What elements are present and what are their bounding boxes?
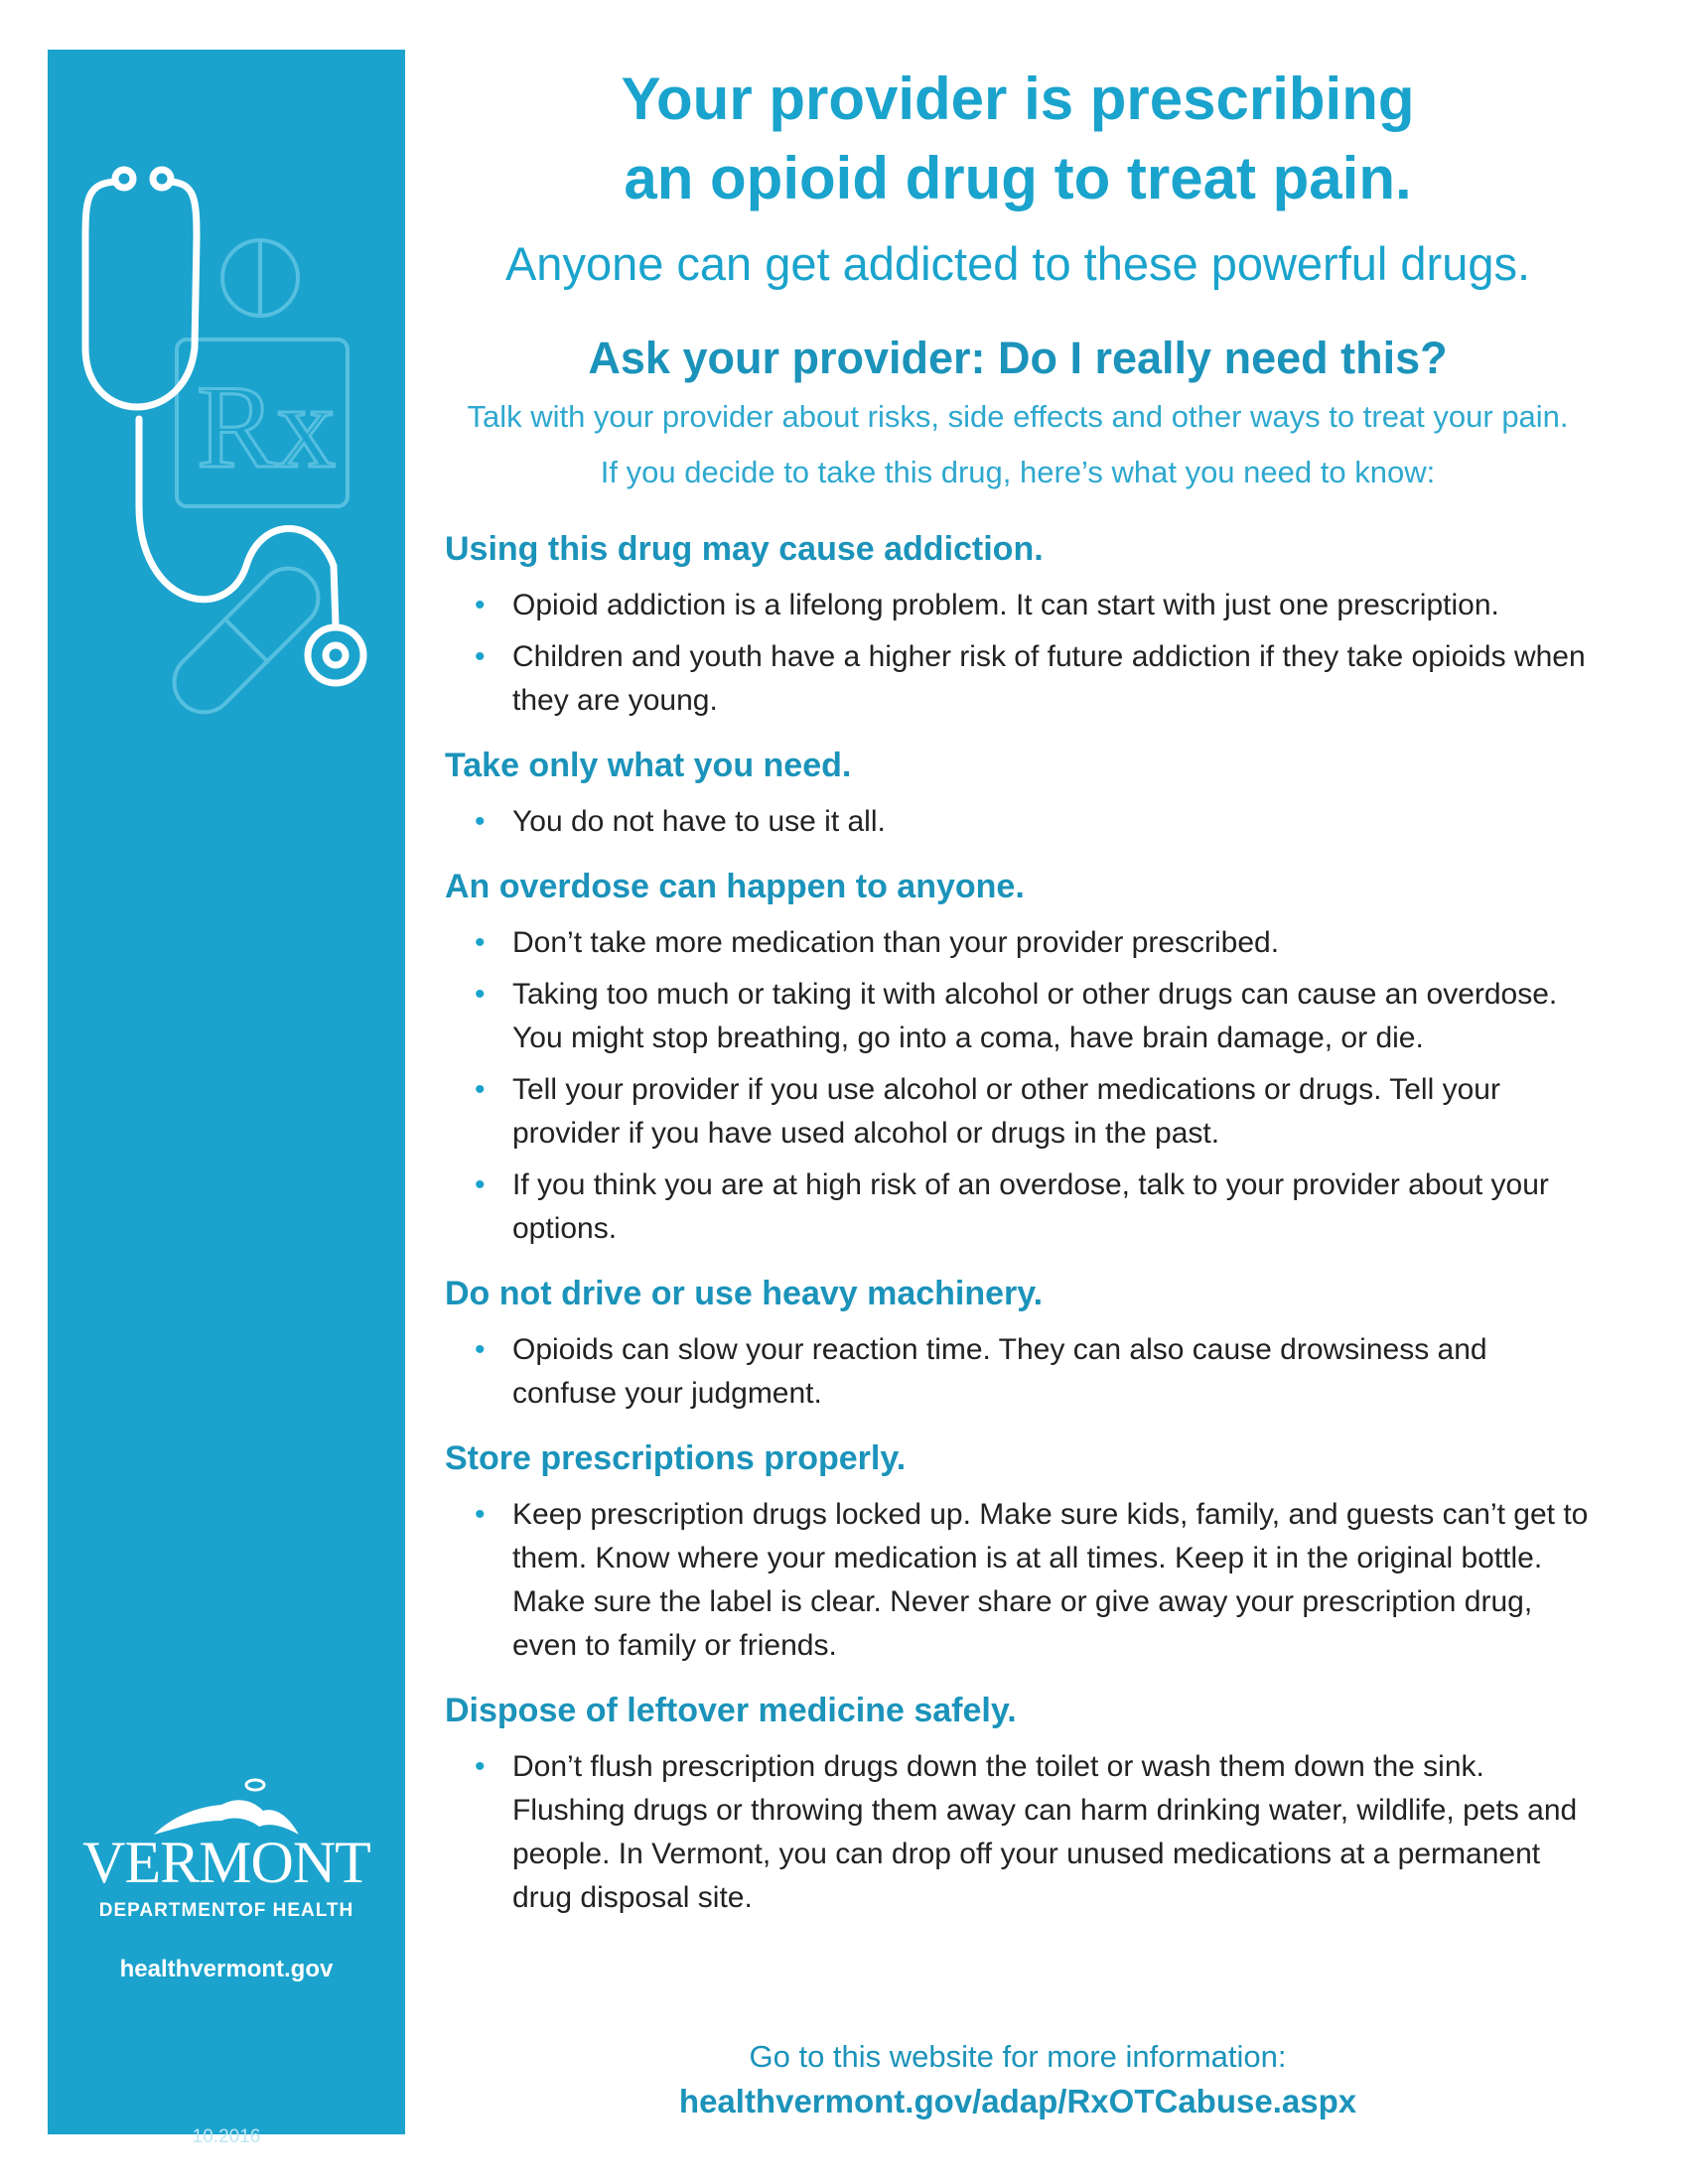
bullet-icon: • — [475, 1333, 486, 1366]
list-item-text: Don’t flush prescription drugs down the toilet or wash them down the sink. Flushing drugs or throwing them away can harm drinking water, wildlife, pets and people. In Vermont, you can drop off your unused medications at a permanent drug disposal site. — [512, 1750, 1578, 1914]
logo-wordmark: VERMONT — [82, 1830, 370, 1895]
footer — [437, 2035, 1599, 2124]
list-item-text: You do not have to use it all. — [512, 805, 886, 838]
section-heading: Dispose of leftover medicine safely. — [445, 1692, 1017, 1729]
bullet-icon: • — [475, 1750, 486, 1783]
intro-text — [437, 389, 1599, 500]
logo-department: DEPARTMENTOF HEALTH — [98, 1900, 354, 1921]
medical-illustration — [48, 50, 405, 745]
publication-date: 10.2016 — [192, 2126, 261, 2147]
bullet-list — [445, 1745, 1599, 1920]
section-heading: Do not drive or use heavy machinery. — [445, 1275, 1044, 1312]
list-item — [445, 921, 1599, 965]
list-item — [445, 1745, 1599, 1920]
mountain-logo-icon — [152, 1777, 301, 1837]
page-title — [437, 60, 1599, 218]
ask-provider-heading: Ask your provider: Do I really need this? — [588, 333, 1448, 383]
intro-line-1: Talk with your provider about risks, side effects and other ways to treat your pain. — [467, 399, 1569, 434]
list-item — [445, 800, 1599, 844]
bullet-icon: • — [475, 926, 486, 959]
list-item — [445, 584, 1599, 627]
bullet-list — [445, 1493, 1599, 1668]
bullet-icon: • — [475, 589, 486, 621]
list-item-text: Taking too much or taking it with alcohol or other drugs can cause an overdose. You might stop breathing, go into a coma, have brain damage, or die. — [512, 978, 1558, 1054]
title-line-2: an opioid drug to treat pain. — [624, 145, 1412, 211]
list-item — [445, 1328, 1599, 1416]
list-item-text: Opioids can slow your reaction time. They can also cause drowsiness and confuse your judgment. — [512, 1333, 1487, 1410]
page-subtitle: Anyone can get addicted to these powerful drugs. — [504, 237, 1531, 290]
pill-icon — [222, 240, 298, 316]
bullet-icon: • — [475, 978, 486, 1011]
list-item-text: Opioid addiction is a lifelong problem. It can start with just one prescription. — [512, 589, 1499, 621]
bullet-list — [445, 584, 1599, 723]
section-heading: Store prescriptions properly. — [445, 1439, 907, 1477]
list-item-text: Don’t take more medication than your provider prescribed. — [512, 926, 1280, 959]
list-item — [445, 1068, 1599, 1156]
main-content — [437, 60, 1599, 1940]
bullet-icon: • — [475, 805, 486, 838]
list-item — [445, 635, 1599, 723]
bullet-list — [445, 800, 1599, 844]
svg-text:Rx: Rx — [197, 360, 337, 492]
section-heading: Using this drug may cause addiction. — [445, 530, 1044, 568]
list-item-text: If you think you are at high risk of an overdose, talk to your provider about your options. — [512, 1168, 1549, 1245]
list-item — [445, 1163, 1599, 1251]
capsule-icon — [162, 556, 331, 725]
intro-line-2: If you decide to take this drug, here’s what you need to know: — [600, 455, 1436, 489]
footer-website-link[interactable]: healthvermont.gov/adap/RxOTCabuse.aspx — [678, 2083, 1357, 2119]
sidebar-website-link[interactable]: healthvermont.gov — [119, 1956, 334, 1982]
vermont-health-logo — [48, 1777, 405, 1983]
bullet-icon: • — [475, 1073, 486, 1106]
rx-icon — [177, 340, 348, 506]
sidebar — [48, 50, 405, 2147]
bullet-icon: • — [475, 1498, 486, 1531]
footer-text: Go to this website for more information: — [749, 2039, 1287, 2074]
list-item — [445, 973, 1599, 1060]
section-heading: An overdose can happen to anyone. — [445, 868, 1025, 905]
bullet-list — [445, 1328, 1599, 1416]
list-item-text: Children and youth have a higher risk of future addiction if they take opioids when they are young. — [512, 640, 1586, 717]
list-item-text: Tell your provider if you use alcohol or other medications or drugs. Tell your provider if you have used alcohol or drugs in the past. — [512, 1073, 1500, 1150]
section-heading: Take only what you need. — [445, 747, 852, 784]
list-item — [445, 1493, 1599, 1668]
info-sections — [437, 526, 1599, 1920]
list-item-text: Keep prescription drugs locked up. Make sure kids, family, and guests can’t get to them. Know where your medication is at all times. Keep it in the original bottle. Make sure the label is clear. Never share or give away your prescription drug, even to family or friends. — [512, 1498, 1589, 1662]
bullet-list — [445, 921, 1599, 1251]
bullet-icon: • — [475, 640, 486, 673]
title-line-1: Your provider is prescribing — [621, 66, 1415, 132]
bullet-icon: • — [475, 1168, 486, 1201]
